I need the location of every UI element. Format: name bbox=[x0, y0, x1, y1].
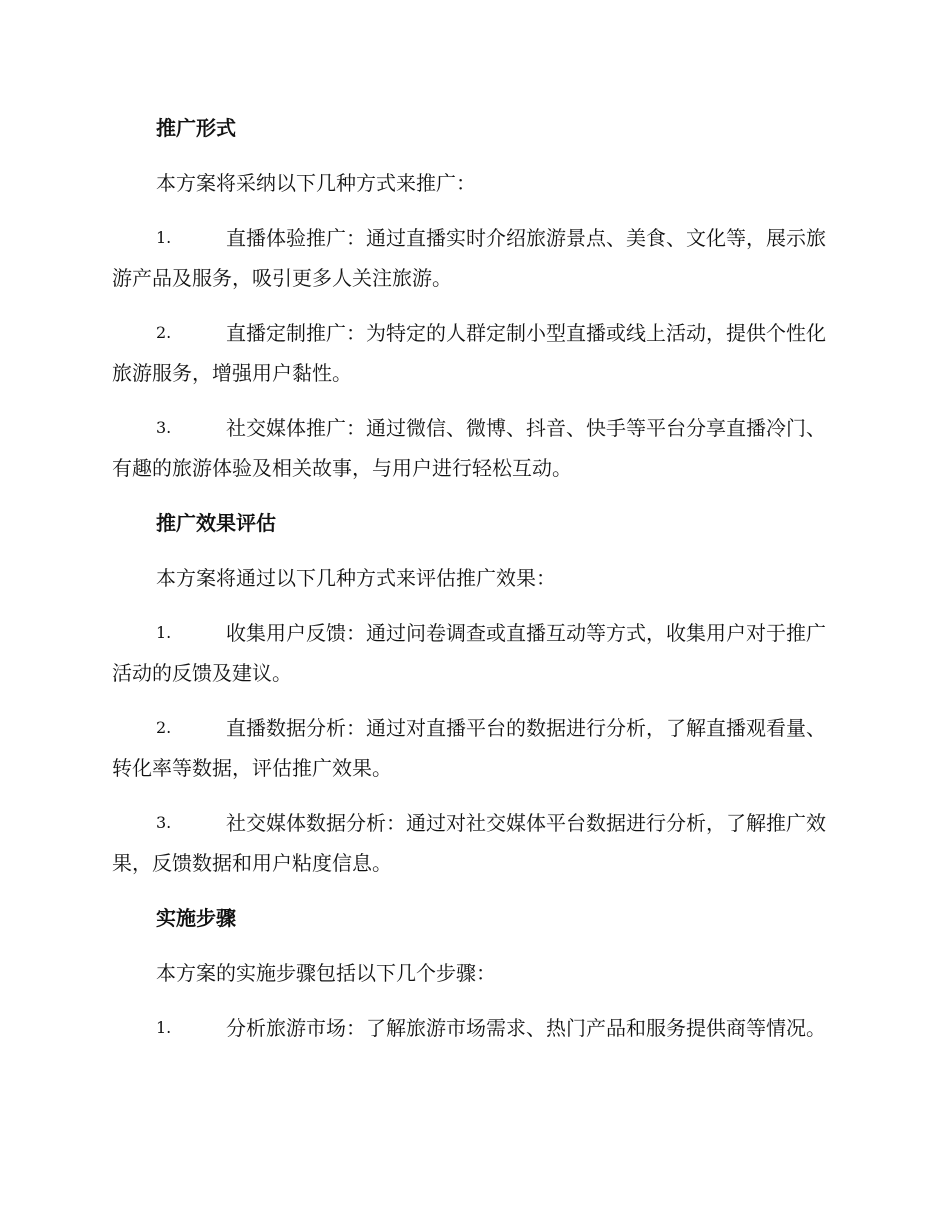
list-item-number: 2. bbox=[156, 718, 172, 737]
list-item-text: 收集用户反馈：通过问卷调查或直播互动等方式，收集用户对于推广活动的反馈及建议。 bbox=[112, 621, 826, 685]
list-item-number: 1. bbox=[156, 1018, 172, 1037]
list-item-number: 2. bbox=[156, 323, 172, 342]
list-item bbox=[112, 708, 832, 788]
section-heading: 推广形式 bbox=[156, 116, 236, 140]
list-item-text: 直播定制推广：为特定的人群定制小型直播或线上活动，提供个性化旅游服务，增强用户黏性。 bbox=[112, 321, 826, 385]
list-item-number: 1. bbox=[156, 623, 172, 642]
list-item-text: 社交媒体数据分析：通过对社交媒体平台数据进行分析，了解推广效果，反馈数据和用户粘度信息。 bbox=[112, 811, 826, 875]
section-intro: 本方案将通过以下几种方式来评估推广效果： bbox=[156, 566, 556, 590]
section-intro: 本方案将采纳以下几种方式来推广： bbox=[156, 171, 476, 195]
list-item-text: 直播数据分析：通过对直播平台的数据进行分析，了解直播观看量、转化率等数据，评估推广效果。 bbox=[112, 716, 826, 780]
list-item-text: 直播体验推广：通过直播实时介绍旅游景点、美食、文化等，展示旅游产品及服务，吸引更多人关注旅游。 bbox=[112, 226, 826, 290]
document-content bbox=[112, 108, 832, 1063]
list-item-text: 分析旅游市场：了解旅游市场需求、热门产品和服务提供商等情况。 bbox=[226, 1016, 826, 1040]
section-heading: 实施步骤 bbox=[156, 906, 236, 930]
list-item bbox=[112, 1008, 832, 1048]
section-intro: 本方案的实施步骤包括以下几个步骤： bbox=[156, 961, 496, 985]
list-item bbox=[112, 313, 832, 393]
list-item bbox=[112, 408, 832, 488]
list-item bbox=[112, 803, 832, 883]
list-item-text: 社交媒体推广：通过微信、微博、抖音、快手等平台分享直播冷门、有趣的旅游体验及相关故事，与用户进行轻松互动。 bbox=[112, 416, 826, 480]
list-item-number: 3. bbox=[156, 418, 172, 437]
section-heading: 推广效果评估 bbox=[156, 511, 276, 535]
list-item-number: 1. bbox=[156, 228, 172, 247]
section-implementation-steps bbox=[112, 898, 832, 1048]
list-item bbox=[112, 613, 832, 693]
list-item bbox=[112, 218, 832, 298]
section-promotion-evaluation bbox=[112, 503, 832, 883]
list-item-number: 3. bbox=[156, 813, 172, 832]
section-promotion-forms bbox=[112, 108, 832, 488]
